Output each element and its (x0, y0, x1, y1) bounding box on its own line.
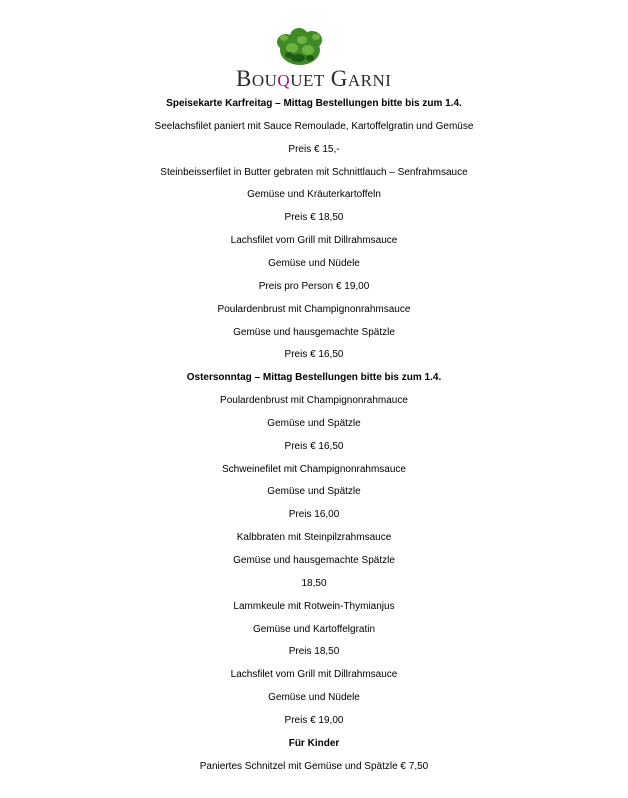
menu-line: Gemüse und hausgemachte Spätzle (233, 555, 395, 566)
menu-line: Poulardenbrust mit Champignonrahmsauce (217, 303, 411, 315)
menu-line: Preis 18,50 (288, 646, 340, 658)
logo-letter: B (236, 66, 252, 91)
menu-line: Schweinefilet mit Champignonrahmsauce (222, 463, 406, 475)
menu-line: Lammkeule mit Rotwein-Thymianjus (233, 600, 395, 612)
menu-line: Preis € 16,50 (284, 440, 344, 452)
menu-line: Paniertes Schnitzel mit Gemüse und Spätzle € 7,50 (199, 760, 429, 772)
logo-letters: UET (290, 71, 325, 90)
menu-line: Gemüse und Nüdele (268, 692, 360, 704)
logo-letters: ARNI (347, 71, 392, 90)
menu-line: Preis 16,00 (288, 509, 340, 521)
menu-line: Preis € 19,00 (284, 714, 344, 726)
menu-line: Gemüse und Nüdele (268, 257, 360, 269)
menu-line: Poulardenbrust mit Champignonrahmauce (220, 395, 408, 407)
logo-accent-letter: Q (277, 71, 291, 90)
section-heading: Für Kinder (288, 737, 340, 749)
menu-line: Steinbeisserfilet in Butter gebraten mit Schnittlauch – Senfrahmsauce (160, 166, 468, 178)
menu-line: Kalbbraten mit Steinpilzrahmsauce (236, 532, 392, 544)
menu-line: 18,50 (301, 577, 327, 589)
section-heading: Ostersonntag – Mittag Bestellungen bitte bis zum 1.4. (186, 372, 442, 384)
bouquet-garni-logo (236, 28, 392, 91)
menu-line: Lachsfilet vom Grill mit Dillrahmsauce (230, 235, 398, 247)
section-heading: Speisekarte Karfreitag – Mittag Bestellungen bitte bis zum 1.4. (166, 98, 462, 109)
logo-letters: OU (251, 71, 278, 90)
herb-bouquet-icon (272, 28, 328, 68)
menu-line: Gemüse und Kräuterkartoffeln (247, 189, 381, 201)
menu-line: Preis € 18,50 (284, 212, 344, 224)
menu-line: Gemüse und Spätzle (267, 486, 361, 498)
menu-line: Preis € 15,- (288, 143, 340, 155)
menu-line: Preis pro Person € 19,00 (258, 280, 370, 292)
menu-line: Preis € 16,50 (284, 349, 344, 361)
menu-line: Gemüse und Kartoffelgratin (252, 623, 376, 635)
menu-line: Gemüse und Spätzle (267, 417, 361, 429)
menu-line: Lachsfilet vom Grill mit Dillrahmsauce (230, 669, 398, 681)
logo-wordmark (236, 66, 392, 91)
logo-letter: G (330, 66, 348, 91)
menu-line: Gemüse und hausgemachte Spätzle (233, 326, 395, 338)
menu-line: Seelachsfilet paniert mit Sauce Remoulade, Kartoffelgratin und Gemüse (154, 120, 474, 132)
